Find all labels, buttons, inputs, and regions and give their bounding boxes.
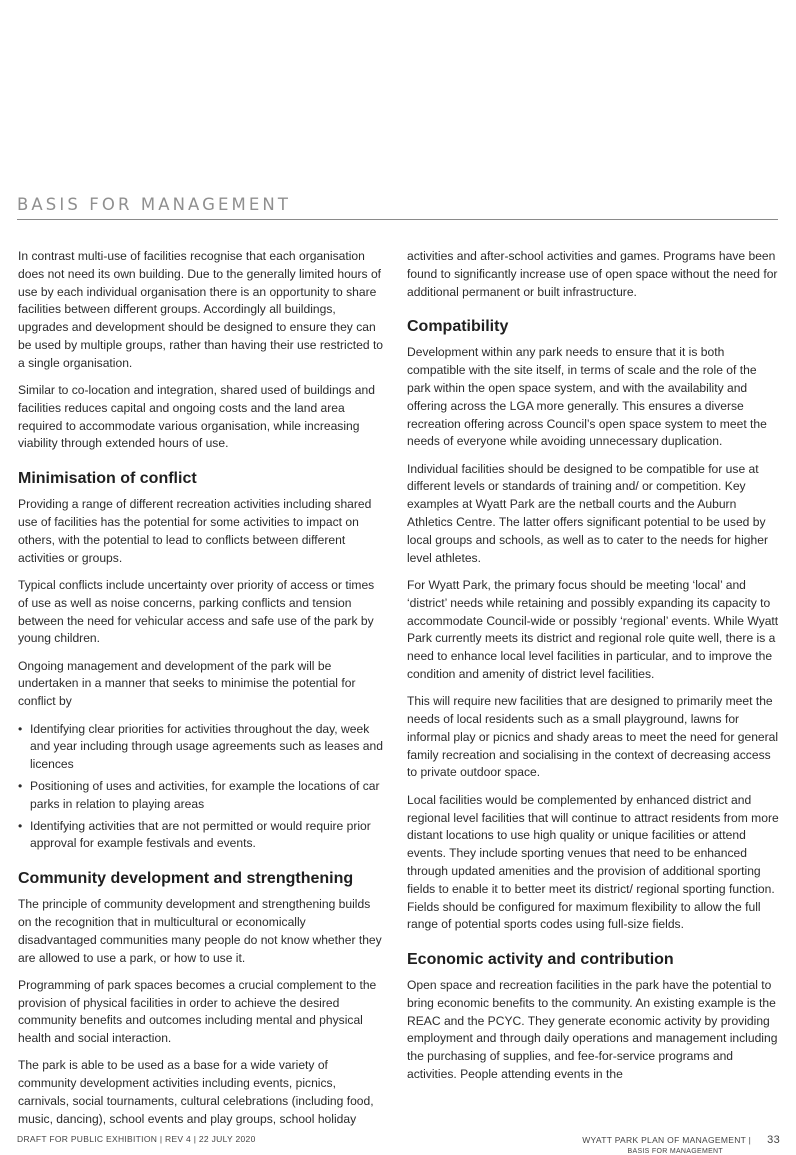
right-column [407,248,779,1093]
heading-community-development: Community development and strengthening [18,870,354,888]
list-item: • Identifying activities that are not permitted or would require prior approval for example festivals and events. [18,818,386,854]
footer-left: DRAFT FOR PUBLIC EXHIBITION | REV 4 | 22 JULY 2020 [17,1134,256,1144]
paragraph: Typical conflicts include uncertainty over priority of access or times of use as well as noise concerns, parking conflicts and tension between the need for vehicular access and safe use of the park by young children. [18,577,375,646]
paragraph: Local facilities would be complemented by enhanced district and regional level facilities that will continue to attract residents from more distant locations to use high quality or unique facilities or attend events. They include sporting venues that need to be enhanced through updated amenities and the provision of additional sporting fields to enable it to better meet its district/ regional sporting function. Fields should be configured for maximum flexibility to allow the full range of potential sports codes using full-size fields. [407,792,779,932]
paragraph: Ongoing management and development of the park will be undertaken in a manner that seeks to minimise the potential for conflict by [18,658,356,709]
paragraph: Open space and recreation facilities in the park have the potential to bring economic benefits to the community. An existing example is the REAC and the PCYC. They generate economic activity by providing employment and through daily operations and management including the purchasing of supplies, and fee-for-service programs and activities. People attending events in the [407,978,778,1082]
paragraph: In contrast multi-use of facilities recognise that each organisation does not need its own building. Due to the generally limited hours of use by each individual organisation there is an opportunity to share facilities between different groups. Accordingly all buildings, upgrades and development should be designed to ensure they can be used by multiple groups, rather than having their use restricted to a single organisation. [18,249,384,370]
paragraph: This will require new facilities that are designed to primarily meet the needs of local residents such as a small playground, lawns for informal play or picnics and shady areas to meet the need for general family recreation and socialising in the context of decreasing access to private outdoor space. [407,694,779,780]
paragraph: The principle of community development and strengthening builds on the recognition that in multicultural or economically disadvantaged communities many people do not know whether they are allowed to use a park, or how to use it. [18,897,382,965]
page-number: 33 [767,1134,780,1146]
paragraph: Similar to co-location and integration, shared used of buildings and facilities reduces capital and ongoing costs and the land area required to accommodate various organisation, while increasing viability through extended hours of use. [18,383,375,451]
section-title: BASIS FOR MANAGEMENT [17,195,292,214]
list-item: • Identifying clear priorities for activities throughout the day, week and year including through usage agreements such as leases and licences [18,721,386,774]
footer-section-name: BASIS FOR MANAGEMENT [627,1148,723,1155]
paragraph: activities and after-school activities and games. Programs have been found to significantly increase use of open space without the need for additional permanent or built infrastructure. [407,249,778,299]
paragraph: Individual facilities should be designed to be compatible for use at different levels or standards of training and/ or competition. Key examples at Wyatt Park are the netball courts and the Auburn Athletics Centre. The latter offers significant potential to be used by local groups and schools, as well as to cater to the needs for higher level athletes. [407,461,769,565]
paragraph: Programming of park spaces becomes a crucial complement to the provision of physical facilities in order to achieve the desired community benefits and outcomes including mental and physical health and social interaction. [18,977,377,1046]
paragraph: For Wyatt Park, the primary focus should be meeting ‘local’ and ‘district’ needs while retaining and possibly expanding its capacity to accommodate Council-wide or possibly ‘regional’ events. While Wyatt Park currently meets its district and regional role quite well, there is a need to enhance local level facilities in particular, and to improve the condition and amenity of district level facilities. [407,577,779,681]
paragraph: Providing a range of different recreation activities including shared use of facilities has the potential for some activities to impact on others, with the potential to lead to conflicts between different activities or groups. [18,497,372,565]
footer-right [582,1134,780,1146]
footer-doc-title: WYATT PARK PLAN OF MANAGEMENT | [582,1135,752,1145]
bullet-list [18,721,386,854]
paragraph: The park is able to be used as a base for a wide variety of community development activities including events, picnics, carnivals, social tournaments, cultural celebrations (including food, music, dancing), school events and play groups, school holiday [18,1058,374,1126]
heading-economic-activity: Economic activity and contribution [407,951,674,969]
heading-compatibility: Compatibility [407,318,509,336]
list-item: • Positioning of uses and activities, for example the locations of car parks in relation to playing areas [18,778,386,814]
heading-minimisation-of-conflict: Minimisation of conflict [18,470,197,488]
section-header [17,195,778,220]
paragraph: Development within any park needs to ensure that it is both compatible with the site itself, in terms of scale and the role of the park within the open space system, and with the availability and offering across the LGA more generally. This ensures a diverse recreation offering across Council’s open space system to meet the needs of everyone while avoiding unnecessary duplication. [407,345,767,449]
left-column [18,248,386,1138]
